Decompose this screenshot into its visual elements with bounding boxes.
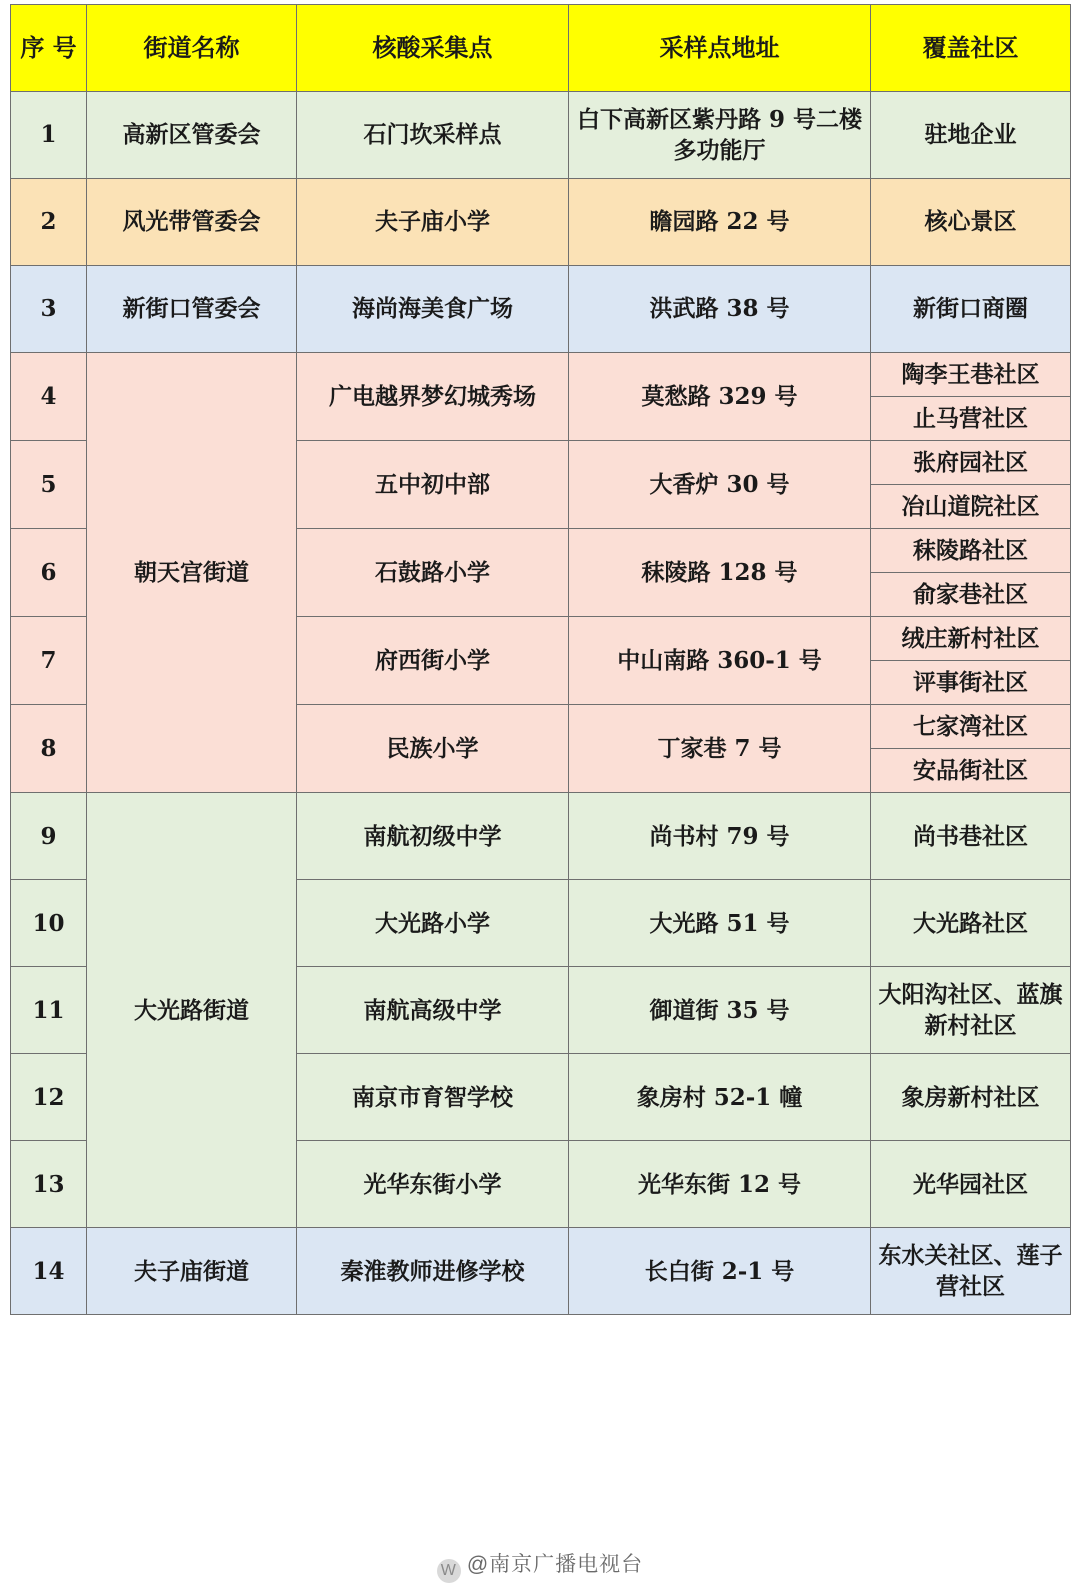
cell-address: 象房村 52-1 幢	[569, 1054, 871, 1141]
table-header-row	[11, 5, 1071, 92]
table-row	[11, 353, 1071, 397]
cell-street: 朝天宫街道	[87, 353, 297, 793]
footer-handle: @南京广播电视台	[466, 1553, 644, 1576]
cell-street: 夫子庙街道	[87, 1228, 297, 1315]
table-row	[11, 92, 1071, 179]
cell-address: 瞻园路 22 号	[569, 179, 871, 266]
weibo-icon: W	[437, 1559, 461, 1583]
cell-address: 大香炉 30 号	[569, 441, 871, 529]
cell-community: 大阳沟社区、蓝旗新村社区	[871, 967, 1071, 1054]
cell-community: 新街口商圈	[871, 266, 1071, 353]
cell-address: 秣陵路 128 号	[569, 529, 871, 617]
cell-street: 风光带管委会	[87, 179, 297, 266]
column-header-street: 街道名称	[87, 5, 297, 92]
cell-site: 海尚海美食广场	[297, 266, 569, 353]
cell-site: 夫子庙小学	[297, 179, 569, 266]
table-header	[11, 5, 1071, 92]
column-header-site: 核酸采集点	[297, 5, 569, 92]
sampling-sites-table	[10, 4, 1071, 1315]
cell-community: 七家湾社区	[871, 705, 1071, 749]
cell-site: 光华东街小学	[297, 1141, 569, 1228]
cell-site: 石门坎采样点	[297, 92, 569, 179]
cell-address: 尚书村 79 号	[569, 793, 871, 880]
table-row	[11, 1228, 1071, 1315]
cell-site: 南航高级中学	[297, 967, 569, 1054]
cell-index: 2	[11, 179, 87, 266]
cell-index: 7	[11, 617, 87, 705]
cell-site: 五中初中部	[297, 441, 569, 529]
cell-community: 尚书巷社区	[871, 793, 1071, 880]
cell-site: 广电越界梦幻城秀场	[297, 353, 569, 441]
cell-address: 长白街 2-1 号	[569, 1228, 871, 1315]
cell-community: 象房新村社区	[871, 1054, 1071, 1141]
cell-street: 高新区管委会	[87, 92, 297, 179]
cell-address: 白下高新区紫丹路 9 号二楼多功能厅	[569, 92, 871, 179]
cell-index: 6	[11, 529, 87, 617]
table-row	[11, 266, 1071, 353]
cell-address: 大光路 51 号	[569, 880, 871, 967]
cell-community: 陶李王巷社区	[871, 353, 1071, 397]
cell-index: 5	[11, 441, 87, 529]
table-body	[11, 92, 1071, 1315]
cell-street: 新街口管委会	[87, 266, 297, 353]
cell-community: 大光路社区	[871, 880, 1071, 967]
column-header-address: 采样点地址	[569, 5, 871, 92]
cell-community: 冶山道院社区	[871, 485, 1071, 529]
cell-index: 13	[11, 1141, 87, 1228]
cell-index: 10	[11, 880, 87, 967]
cell-address: 洪武路 38 号	[569, 266, 871, 353]
cell-site: 秦淮教师进修学校	[297, 1228, 569, 1315]
cell-address: 丁家巷 7 号	[569, 705, 871, 793]
table-row	[11, 793, 1071, 880]
cell-address: 御道街 35 号	[569, 967, 871, 1054]
cell-site: 民族小学	[297, 705, 569, 793]
document-page	[0, 4, 1080, 1589]
cell-community: 安品街社区	[871, 749, 1071, 793]
cell-site: 石鼓路小学	[297, 529, 569, 617]
footer-watermark	[0, 1548, 1080, 1583]
cell-index: 8	[11, 705, 87, 793]
cell-index: 4	[11, 353, 87, 441]
cell-community: 绒庄新村社区	[871, 617, 1071, 661]
cell-site: 南航初级中学	[297, 793, 569, 880]
cell-community: 东水关社区、莲子营社区	[871, 1228, 1071, 1315]
cell-index: 3	[11, 266, 87, 353]
cell-community: 评事街社区	[871, 661, 1071, 705]
cell-address: 中山南路 360-1 号	[569, 617, 871, 705]
cell-community: 秣陵路社区	[871, 529, 1071, 573]
cell-address: 光华东街 12 号	[569, 1141, 871, 1228]
cell-community: 核心景区	[871, 179, 1071, 266]
cell-community: 止马营社区	[871, 397, 1071, 441]
column-header-index: 序 号	[11, 5, 87, 92]
table-row	[11, 179, 1071, 266]
cell-community: 俞家巷社区	[871, 573, 1071, 617]
cell-site: 大光路小学	[297, 880, 569, 967]
cell-index: 9	[11, 793, 87, 880]
cell-index: 12	[11, 1054, 87, 1141]
cell-community: 驻地企业	[871, 92, 1071, 179]
cell-site: 南京市育智学校	[297, 1054, 569, 1141]
cell-site: 府西街小学	[297, 617, 569, 705]
cell-street: 大光路街道	[87, 793, 297, 1228]
cell-index: 1	[11, 92, 87, 179]
cell-community: 光华园社区	[871, 1141, 1071, 1228]
cell-community: 张府园社区	[871, 441, 1071, 485]
cell-address: 莫愁路 329 号	[569, 353, 871, 441]
cell-index: 14	[11, 1228, 87, 1315]
cell-index: 11	[11, 967, 87, 1054]
column-header-community: 覆盖社区	[871, 5, 1071, 92]
